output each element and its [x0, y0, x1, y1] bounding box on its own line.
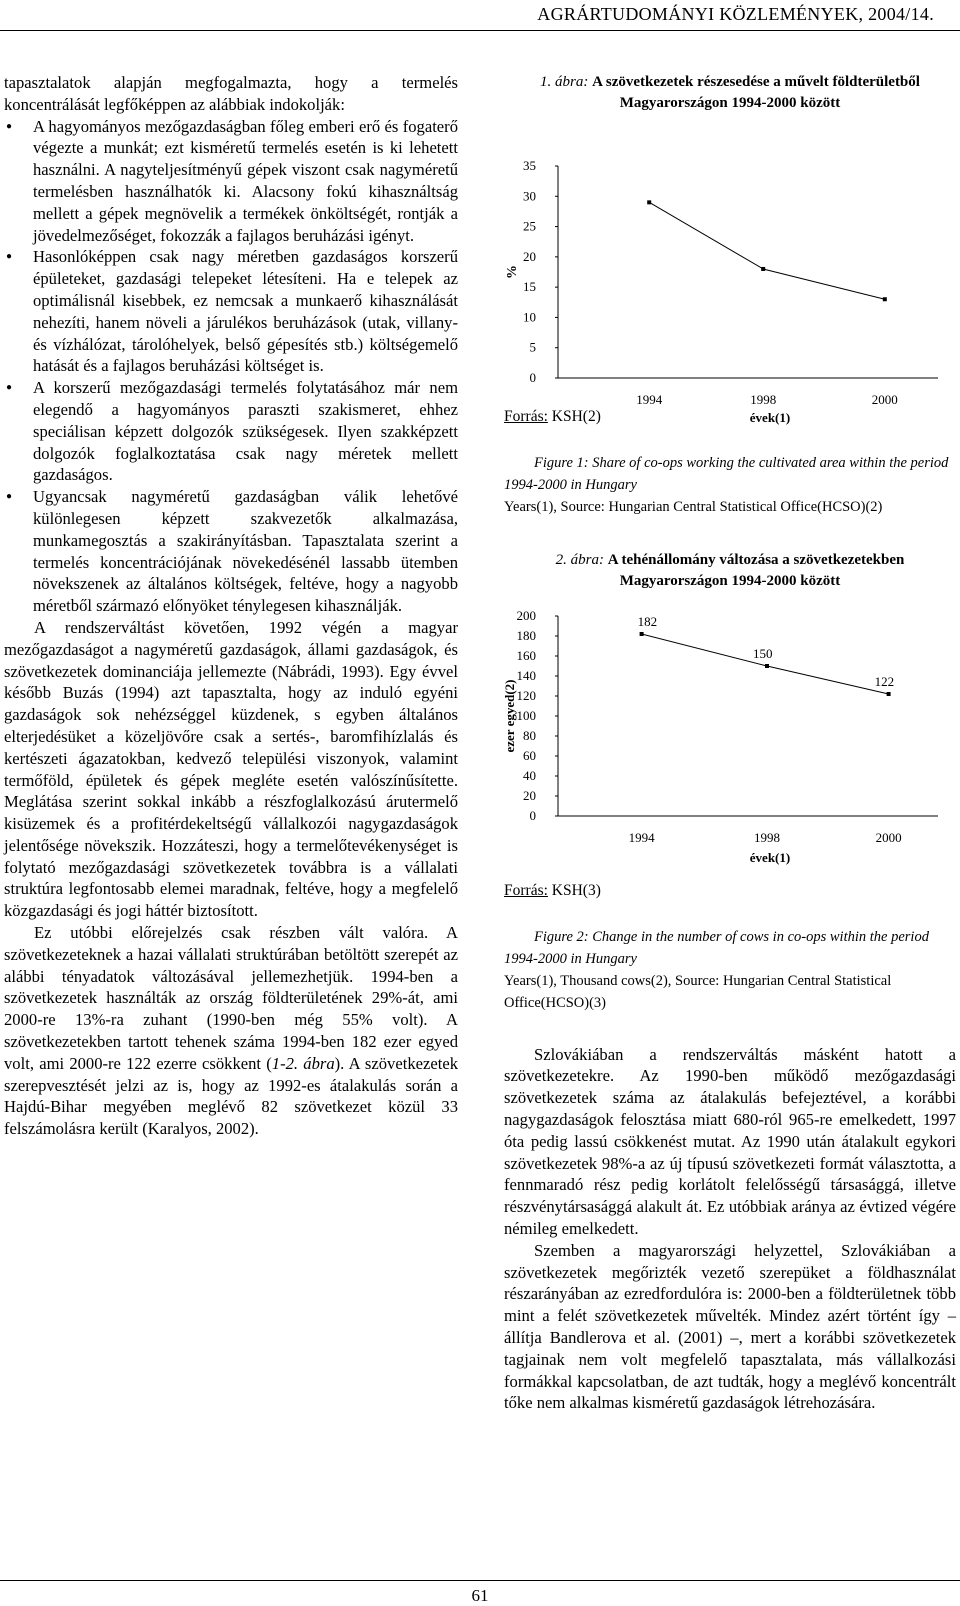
data-point — [765, 664, 769, 668]
caption-note: Years(1), Thousand cows(2), Source: Hungarian Central Statistical Office(HCSO)(3) — [504, 972, 892, 1011]
y-tick-label: 80 — [523, 727, 536, 743]
x-tick-label: 2000 — [871, 392, 898, 407]
x-tick-label: 1998 — [750, 392, 777, 407]
x-tick-label: 1994 — [636, 392, 663, 407]
x-axis-label: évek(1) — [749, 410, 791, 425]
body-paragraph: A rendszerváltást követően, 1992 végén a magyar mezőgazdaságot a nagyméretű gazdaságok, állami gazdaságok, és szövetkezetek dominanciája jellemezte (Nábrádi, 1993). Egy évvel később Buzás (1994) azt tapasztalta, hogy az induló egyéni gazdaságok sok nehézséggel küzdenek, s egyben általános elterjedésüket a közeljövőre csak a sertés-, baromfihízlalás és kertészeti ágazatokban, kedvező települési viszonyok, valamint termőföld, épületek és gépek megléte esetén valószínűsítette. Meglátása szerint sokkal inkább a részfoglalkozású árutermelő kisüzemek és a profitérdekeltségű vállalkozói nagygazdaságok jelentősége növekszik. Hozzáteszi, hogy a termelőtevékenységet is folytató mezőgazdasági szövetkezetek továbbra is a vállalati struktúra legfontosabb elemei maradnak, feltéve, hogy a megfelelő közgazdasági és jogi háttér biztosított. — [4, 617, 458, 921]
y-tick-label: 10 — [523, 309, 536, 325]
x-tick-label: 2000 — [875, 829, 902, 845]
y-tick-label: 20 — [523, 787, 536, 803]
y-tick-label: 40 — [523, 767, 536, 783]
caption-english: Figure 2: Change in the number of cows in co-ops within the period 1994-2000 in Hungary — [504, 928, 929, 967]
data-point — [887, 692, 891, 696]
y-tick-label: 15 — [523, 279, 536, 295]
y-tick-label: 5 — [529, 339, 536, 355]
x-tick-label: 1998 — [754, 829, 780, 845]
source-value: KSH(3) — [551, 881, 601, 899]
figure-2-chart — [504, 594, 956, 874]
caption-english: Figure 1: Share of co-ops working the cultivated area within the period 1994-2000 in Hungary — [504, 454, 949, 493]
footer-rule — [0, 1580, 960, 1581]
data-label: 182 — [637, 613, 658, 629]
y-tick-label: 20 — [523, 248, 536, 264]
y-tick-label: 35 — [523, 158, 536, 173]
y-tick-label: 160 — [516, 647, 536, 663]
source-label: Forrás: — [504, 881, 548, 899]
figure-2-source — [504, 880, 956, 902]
figure-1-title — [504, 72, 956, 114]
text-run: ). A szövetkezetek szerepvesztését jelzi az is, hogy az 1992-es átalakulás során a Hajdú-Bihar megyében meglévő 82 szövetkezet közül 33 felszámolásra került (Karalyos, 2002). — [4, 1053, 458, 1139]
right-column — [504, 72, 956, 1414]
y-tick-label: 60 — [523, 747, 536, 763]
figure-1-caption — [504, 452, 956, 518]
list-item: ● A hagyományos mezőgazdaságban főleg emberi erő és fogaterő végezte a munkát; ezt kisméretű termelés esetén is ki lehetett használni. A nagyteljesítményű gépek viszont csak nagyméretű termelésben használhatók ki. Alacsony fokú kihasználtság mellett a gépek megnövelik a termékek önköltségét, rontják a jövedelmezőséget, fokozzák a fajlagos beruházási igényt. — [33, 116, 458, 247]
figure-2-title — [504, 550, 956, 592]
data-point — [647, 200, 651, 204]
y-tick-label: 120 — [516, 687, 536, 703]
data-point — [640, 632, 644, 636]
figure-number: 1. ábra: — [540, 74, 589, 90]
y-tick-label: 180 — [516, 627, 536, 643]
list-item: ● A korszerű mezőgazdasági termelés folytatásához már nem elegendő a hagyományos paraszti szakismeret, ehhez speciálisan képzett dolgozók szükségesek. Ilyen szakképzett dolgozók foglalkoztatása csak nagy méretek mellett gazdaságos. — [33, 377, 458, 486]
y-axis-label: % — [505, 265, 520, 279]
header-rule — [0, 30, 960, 31]
y-tick-label: 0 — [529, 370, 536, 385]
left-column — [4, 72, 458, 1140]
y-tick-label: 200 — [516, 607, 536, 623]
figure-number: 2. ábra: — [555, 551, 604, 568]
body-paragraph: Szlovákiában a rendszerváltás másként hatott a szövetkezetekre. Az 1990-ben működő mezőgazdasági szövetkezetek száma az átalakulás befejeztével, a korábbi nagygazdaságok felosztása miatt 680-ról 965-re emelkedett, 1997 óta pedig lassú csökkenést mutat. Az 1990 után átalakult egykori szövetkezetek 98%-a az új típusú szövetkezeti formát választotta, a fennmaradó rész pedig korlátolt felelősségű társasággá, illetve részvénytársasággá alakult át. Ez utóbbiak aránya az évtized végére némileg emelkedett. — [504, 1044, 956, 1238]
y-tick-label: 140 — [516, 667, 536, 683]
text-run: Ez utóbbi előrejelzés csak részben vált valóra. A szövetkezeteknek a hazai vállalati struktúrában betöltött szerepét az alábbi tényadatok változásával jellemezhetjük. 1994-ben a szövetkezetek használták az ország földterületének 29%-át, ami 2000-re 13%-ra zuhant (1990-ben még 55% volt). A szövetkezetekben tartott tehenek száma 1994-ben 182 ezer egyed volt, ami 2000-re 122 ezerre csökkent ( — [4, 923, 458, 1073]
intro-paragraph: tapasztalatok alapján megfogalmazta, hogy a termelés koncentrálását legfőképpen az alábbiak indokolják: — [4, 73, 458, 114]
page-number: 61 — [471, 1586, 489, 1605]
data-point — [883, 297, 887, 301]
figure-1-source — [504, 406, 956, 428]
source-label: Forrás: — [504, 408, 548, 425]
y-tick-label: 25 — [523, 218, 536, 234]
figure-title-text: A tehénállomány változása a szövetkezetekben Magyarországon 1994-2000 között — [607, 551, 905, 589]
data-label: 122 — [874, 673, 895, 689]
series-line — [649, 202, 885, 299]
body-paragraph: Szemben a magyarországi helyzettel, Szlovákiában a szövetkezetek megőrizték vezető szerepüket a földhasználat részarányában az ezredfordulóra is: 2000-ben a földterületnek több mint a felét szövetkezetek művelték. Mindez azért történt így – állítja Bandlerova et al. (2001) –, mert a korábbi szövetkezetek tagjainak nem volt megfelelő tapasztalata, más vállalkozási formákkal kapcsolatban, de azt tudták, hogy a meglévő koncentrált tőke nem alkalmas kisméretű gazdaságok létrehozására. — [504, 1240, 956, 1413]
figure-reference: 1-2. ábra — [271, 1053, 335, 1073]
y-axis-label: ezer egyed(2) — [502, 679, 517, 753]
running-header: AGRÁRTUDOMÁNYI KÖZLEMÉNYEK, 2004/14. — [537, 4, 934, 24]
list-item: ● Hasonlóképpen csak nagy méretben gazdaságos korszerű épületeket, gazdasági telepeket létesíteni. Ha e telepek az optimálisnál kisebbek, ez nemcsak a munkaerő kihasználását nehezíti, hanem növeli a járulékos beruházások (utak, villany- és vízhálózat, tárolóhelyek, belső gépesítés stb.) költségemelő hatását és a fajlagos beruházási költséget is. — [33, 246, 458, 377]
body-paragraph — [4, 922, 458, 1140]
y-tick-label: 30 — [523, 188, 536, 204]
y-tick-label: 100 — [516, 707, 536, 723]
caption-note: Years(1), Source: Hungarian Central Statistical Office(HCSO)(2) — [504, 498, 883, 515]
list-item: ● Ugyancsak nagyméretű gazdaságban válik lehetővé különlegesen képzett szakvezetők alkalmazása, munkamegosztás a szakirányításban. Tapasztalata szerint a termelés koncentrációjának növekedésénél lassabb ütemben növekszenek az általános költségek, feltéve, hogy a nagyobb méretből származó előnyöket ténylegesen kihasználják. — [33, 486, 458, 617]
figure-2-caption — [504, 926, 956, 1014]
right-body-text — [504, 1044, 956, 1415]
reason-list — [4, 116, 458, 617]
x-axis-label: évek(1) — [749, 849, 791, 865]
source-value: KSH(2) — [551, 408, 601, 425]
data-label: 150 — [753, 645, 773, 661]
y-tick-label: 0 — [529, 807, 536, 823]
x-tick-label: 1994 — [628, 829, 655, 845]
figure-title-text: A szövetkezetek részesedése a művelt földterületből Magyarországon 1994-2000 között — [592, 74, 920, 111]
data-point — [761, 267, 765, 271]
